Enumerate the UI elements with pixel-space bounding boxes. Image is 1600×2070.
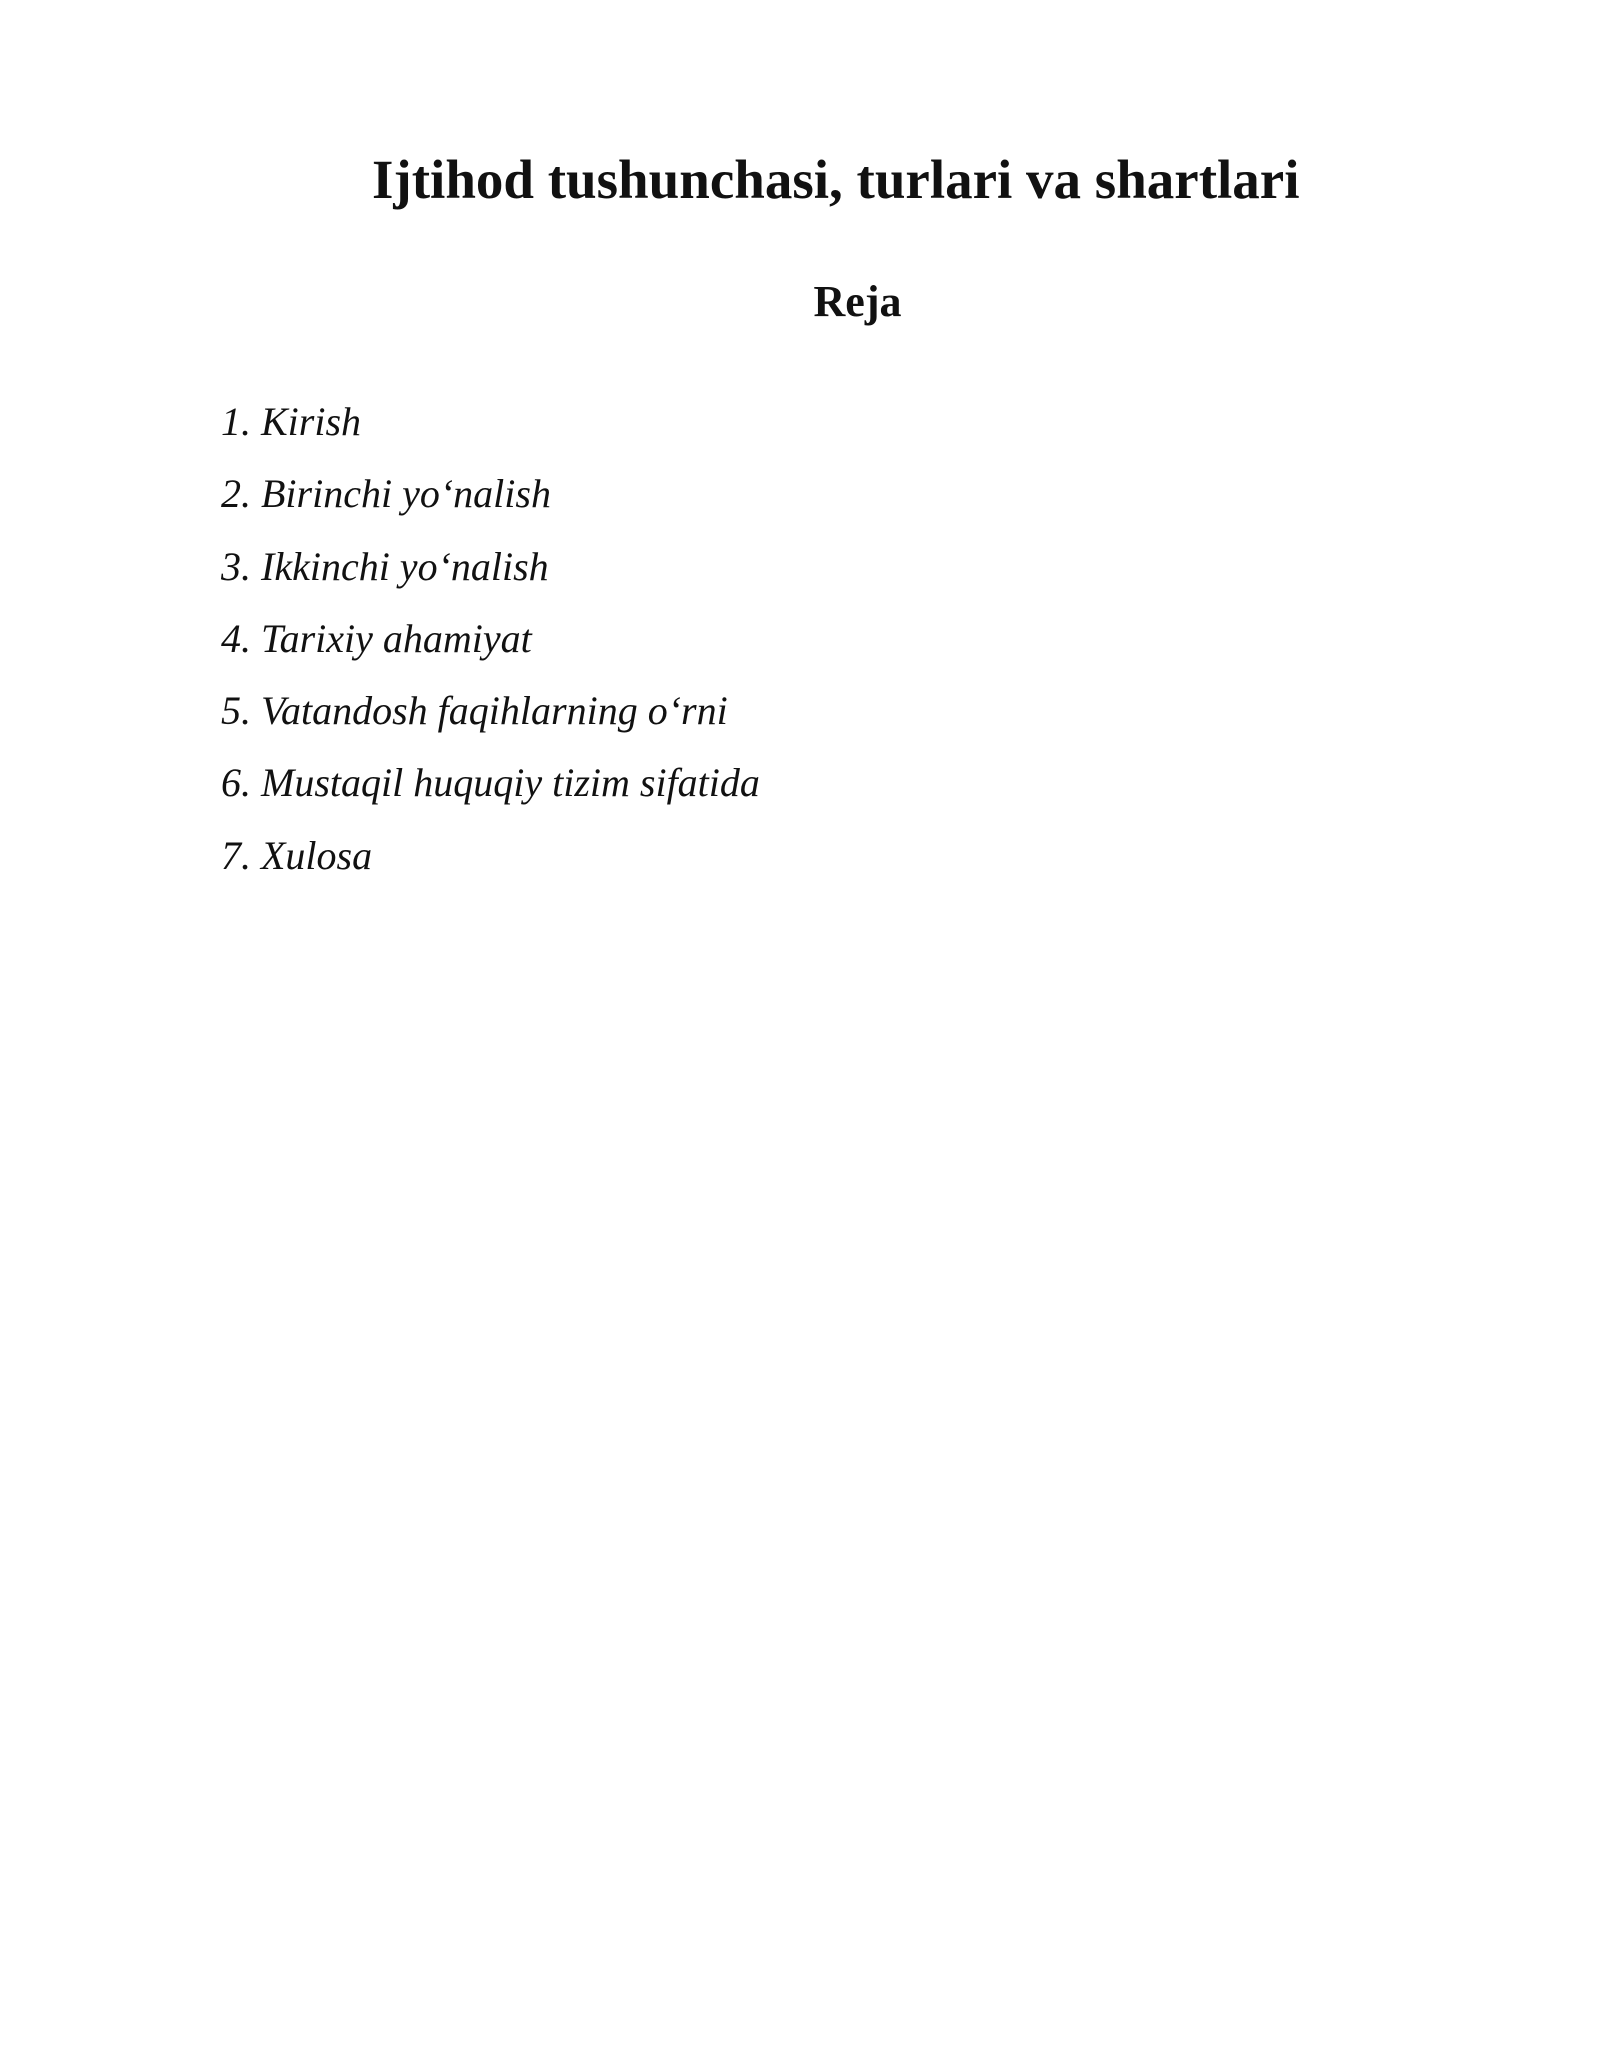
plan-item-5 [221,675,760,747]
plan-item-number: 7. [221,832,251,878]
plan-list [221,386,760,892]
plan-item-3 [221,531,760,603]
plan-item-number: 2. [221,471,251,517]
plan-heading: Reja [813,277,902,326]
plan-item-text: Vatandosh faqihlarning o‘rni [261,688,728,734]
plan-item-number: 4. [221,615,251,661]
plan-item-text: Kirish [261,399,362,444]
plan-item-6 [221,747,760,819]
plan-item-7 [221,820,760,892]
plan-item-text: Ikkinchi yo‘nalish [261,543,549,589]
plan-item-2 [221,458,760,530]
plan-item-text: Tarixiy ahamiyat [261,615,532,661]
plan-item-number: 5. [221,688,251,734]
document-title: Ijtihod tushunchasi, turlari va shartlari [372,149,1300,210]
plan-item-number: 6. [221,760,251,806]
plan-item-text: Birinchi yo‘nalish [261,471,551,517]
plan-item-4 [221,603,760,675]
plan-item-1 [221,386,760,458]
plan-item-text: Mustaqil huquqiy tizim sifatida [261,760,760,806]
plan-item-number: 3. [221,543,251,589]
plan-item-text: Xulosa [261,832,373,878]
plan-item-number: 1. [221,399,251,444]
